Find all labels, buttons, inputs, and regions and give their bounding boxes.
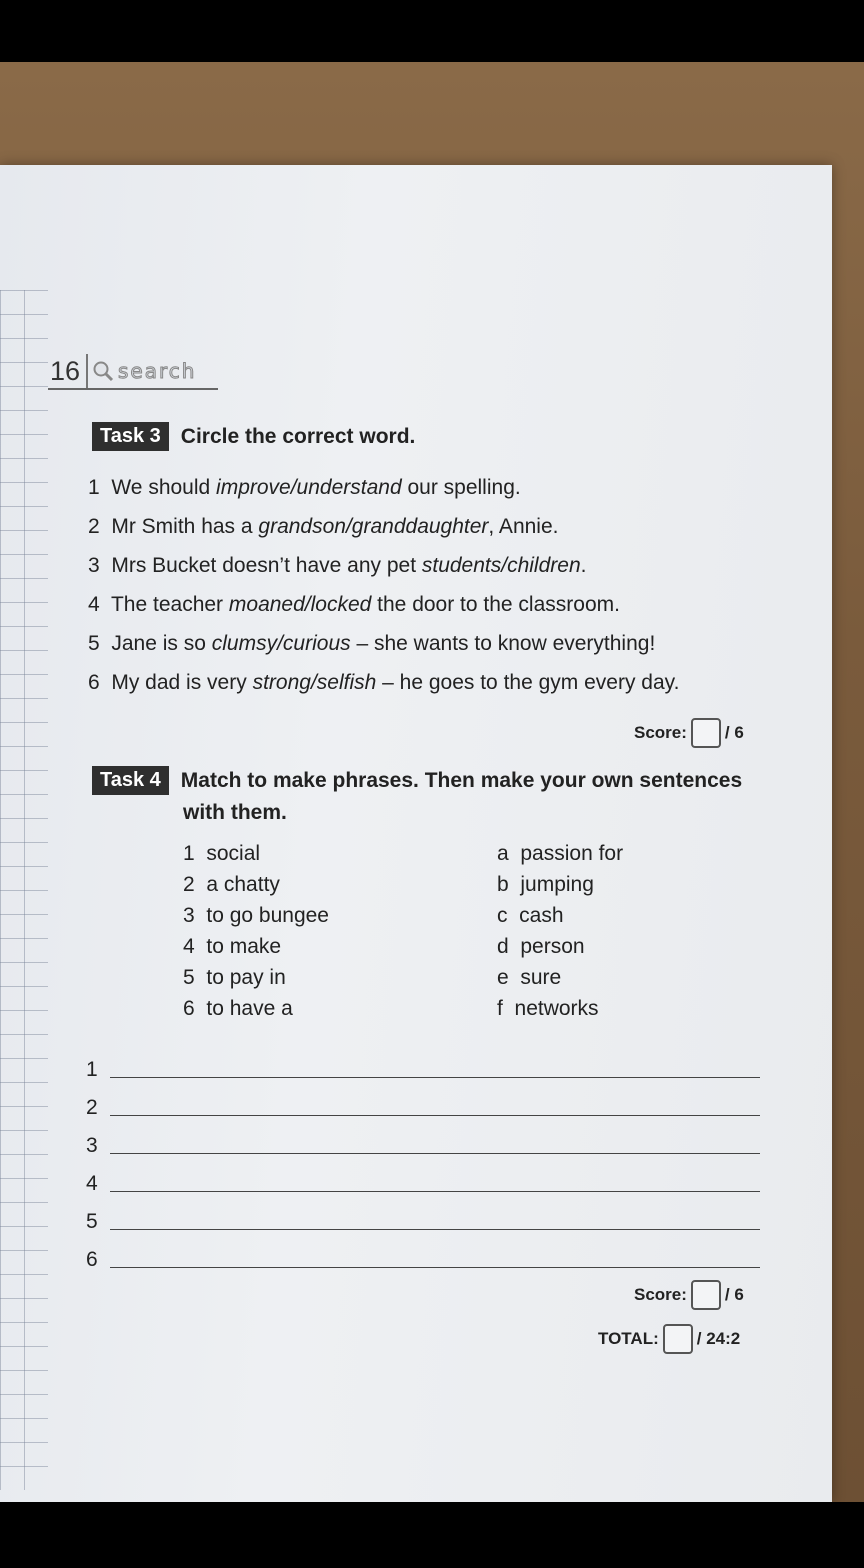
page-number: 16	[50, 356, 81, 386]
task4-score	[634, 1280, 744, 1310]
task4-left-column	[183, 842, 329, 1028]
score-label: Score:	[634, 1285, 687, 1304]
task3-item: 5 Jane is so clumsy/curious – she wants to know everything!	[88, 632, 656, 655]
task3-item: 2 Mr Smith has a grandson/granddaughter, Annie.	[88, 515, 559, 538]
word-choice[interactable]: grandson/granddaughter	[258, 515, 489, 538]
score-max: / 6	[724, 723, 744, 742]
answer-line[interactable]: 3	[86, 1120, 760, 1158]
phrase-end: d person	[497, 935, 585, 958]
phrase-start: 5 to pay in	[183, 966, 286, 989]
task3-list	[88, 476, 679, 710]
task3-score	[634, 718, 744, 748]
grid-paper-edge	[0, 290, 48, 1490]
answer-line[interactable]: 2	[86, 1082, 760, 1120]
phrase-end: a passion for	[497, 842, 624, 865]
total-box[interactable]	[663, 1324, 693, 1354]
task3-header	[92, 422, 415, 451]
phrase-start: 4 to make	[183, 935, 282, 958]
word-choice[interactable]: moaned/locked	[228, 593, 372, 616]
word-choice[interactable]: students/children	[421, 554, 581, 577]
task4-right-column	[497, 842, 623, 1028]
task3-title: Circle the correct word.	[180, 424, 416, 448]
phrase-start: 3 to go bungee	[183, 904, 329, 927]
task3-item: 6 My dad is very strong/selfish – he goes to the gym every day.	[88, 671, 680, 694]
task4-badge: Task 4	[92, 766, 169, 795]
score-box[interactable]	[691, 1280, 721, 1310]
phrase-start: 2 a chatty	[183, 873, 280, 896]
answer-line[interactable]: 4	[86, 1158, 760, 1196]
score-box[interactable]	[691, 718, 721, 748]
task3-badge: Task 3	[92, 422, 169, 451]
phrase-end: f networks	[497, 997, 599, 1020]
task4-header	[92, 766, 742, 795]
header-rule	[48, 388, 218, 390]
word-choice[interactable]: strong/selfish	[252, 671, 377, 694]
answer-line[interactable]: 6	[86, 1234, 760, 1272]
score-label: Score:	[634, 723, 687, 742]
phrase-start: 1 social	[183, 842, 261, 865]
phrase-end: c cash	[497, 904, 564, 927]
task3-item: 3 Mrs Bucket doesn’t have any pet students/children.	[88, 554, 587, 577]
task3-item: 4 The teacher moaned/locked the door to the classroom.	[88, 593, 620, 616]
phrase-end: e sure	[497, 966, 562, 989]
total-max: / 24:2	[696, 1329, 741, 1348]
search-logo	[86, 354, 220, 388]
answer-lines	[86, 1044, 760, 1272]
word-choice[interactable]: clumsy/curious	[211, 632, 351, 655]
answer-line[interactable]: 5	[86, 1196, 760, 1234]
magnifier-icon	[92, 360, 114, 382]
total-score	[598, 1324, 740, 1354]
task3-item: 1 We should improve/understand our spelling.	[88, 476, 521, 499]
phrase-start: 6 to have a	[183, 997, 293, 1020]
task4-title-line1: Match to make phrases. Then make your own sentences	[180, 768, 743, 792]
answer-line[interactable]: 1	[86, 1044, 760, 1082]
logo-text: search	[118, 359, 197, 383]
total-label: TOTAL:	[598, 1329, 659, 1348]
score-max: / 6	[724, 1285, 744, 1304]
phrase-end: b jumping	[497, 873, 594, 896]
task4-title-line2: with them.	[183, 801, 287, 824]
word-choice[interactable]: improve/understand	[216, 476, 402, 499]
